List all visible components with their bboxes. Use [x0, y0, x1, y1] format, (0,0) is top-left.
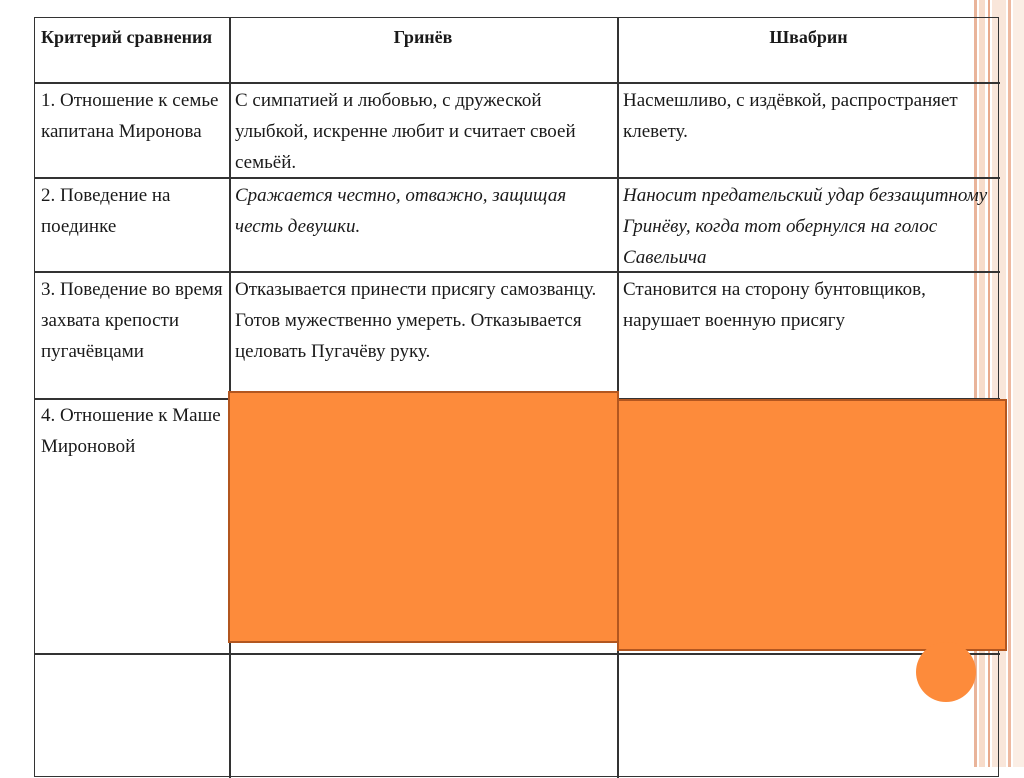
answer-cover-grinev[interactable] — [228, 391, 619, 643]
row2-shvabrin: Наносит предательский удар беззащитному Гринёву, когда тот обернулся на голос Савельича — [623, 185, 988, 268]
row2-criterion: 2. Поведение на поединке — [41, 185, 171, 237]
row4-criterion: 4. Отношение к Маше Мироновой — [41, 405, 221, 457]
header-shvabrin: Швабрин — [769, 27, 848, 47]
header-grinev: Гринёв — [393, 27, 453, 47]
row3-criterion: 3. Поведение во время захвата крепости пугачёвцами — [41, 279, 223, 362]
orange-circle-ornament — [916, 642, 976, 702]
header-criterion: Критерий сравнения — [41, 27, 213, 47]
row1-criterion: 1. Отношение к семье капитана Миронова — [41, 90, 219, 142]
row-divider — [35, 82, 1000, 84]
stripe — [1013, 0, 1024, 767]
stripe — [1008, 0, 1011, 767]
row1-grinev: С симпатией и любовью, с дружеской улыбкой, искренне любит и считает своей семьёй. — [235, 90, 576, 173]
row-divider — [35, 653, 1000, 655]
row2-grinev: Сражается честно, отважно, защищая честь девушки. — [235, 185, 567, 237]
answer-cover-shvabrin[interactable] — [617, 399, 1007, 651]
row1-shvabrin: Насмешливо, с издёвкой, распространяет клевету. — [623, 90, 958, 142]
row3-shvabrin: Становится на сторону бунтовщиков, нарушает военную присягу — [623, 279, 926, 331]
row3-grinev: Отказывается принести присягу самозванцу. Готов мужественно умереть. Отказывается целовать Пугачёву руку. — [235, 279, 597, 362]
